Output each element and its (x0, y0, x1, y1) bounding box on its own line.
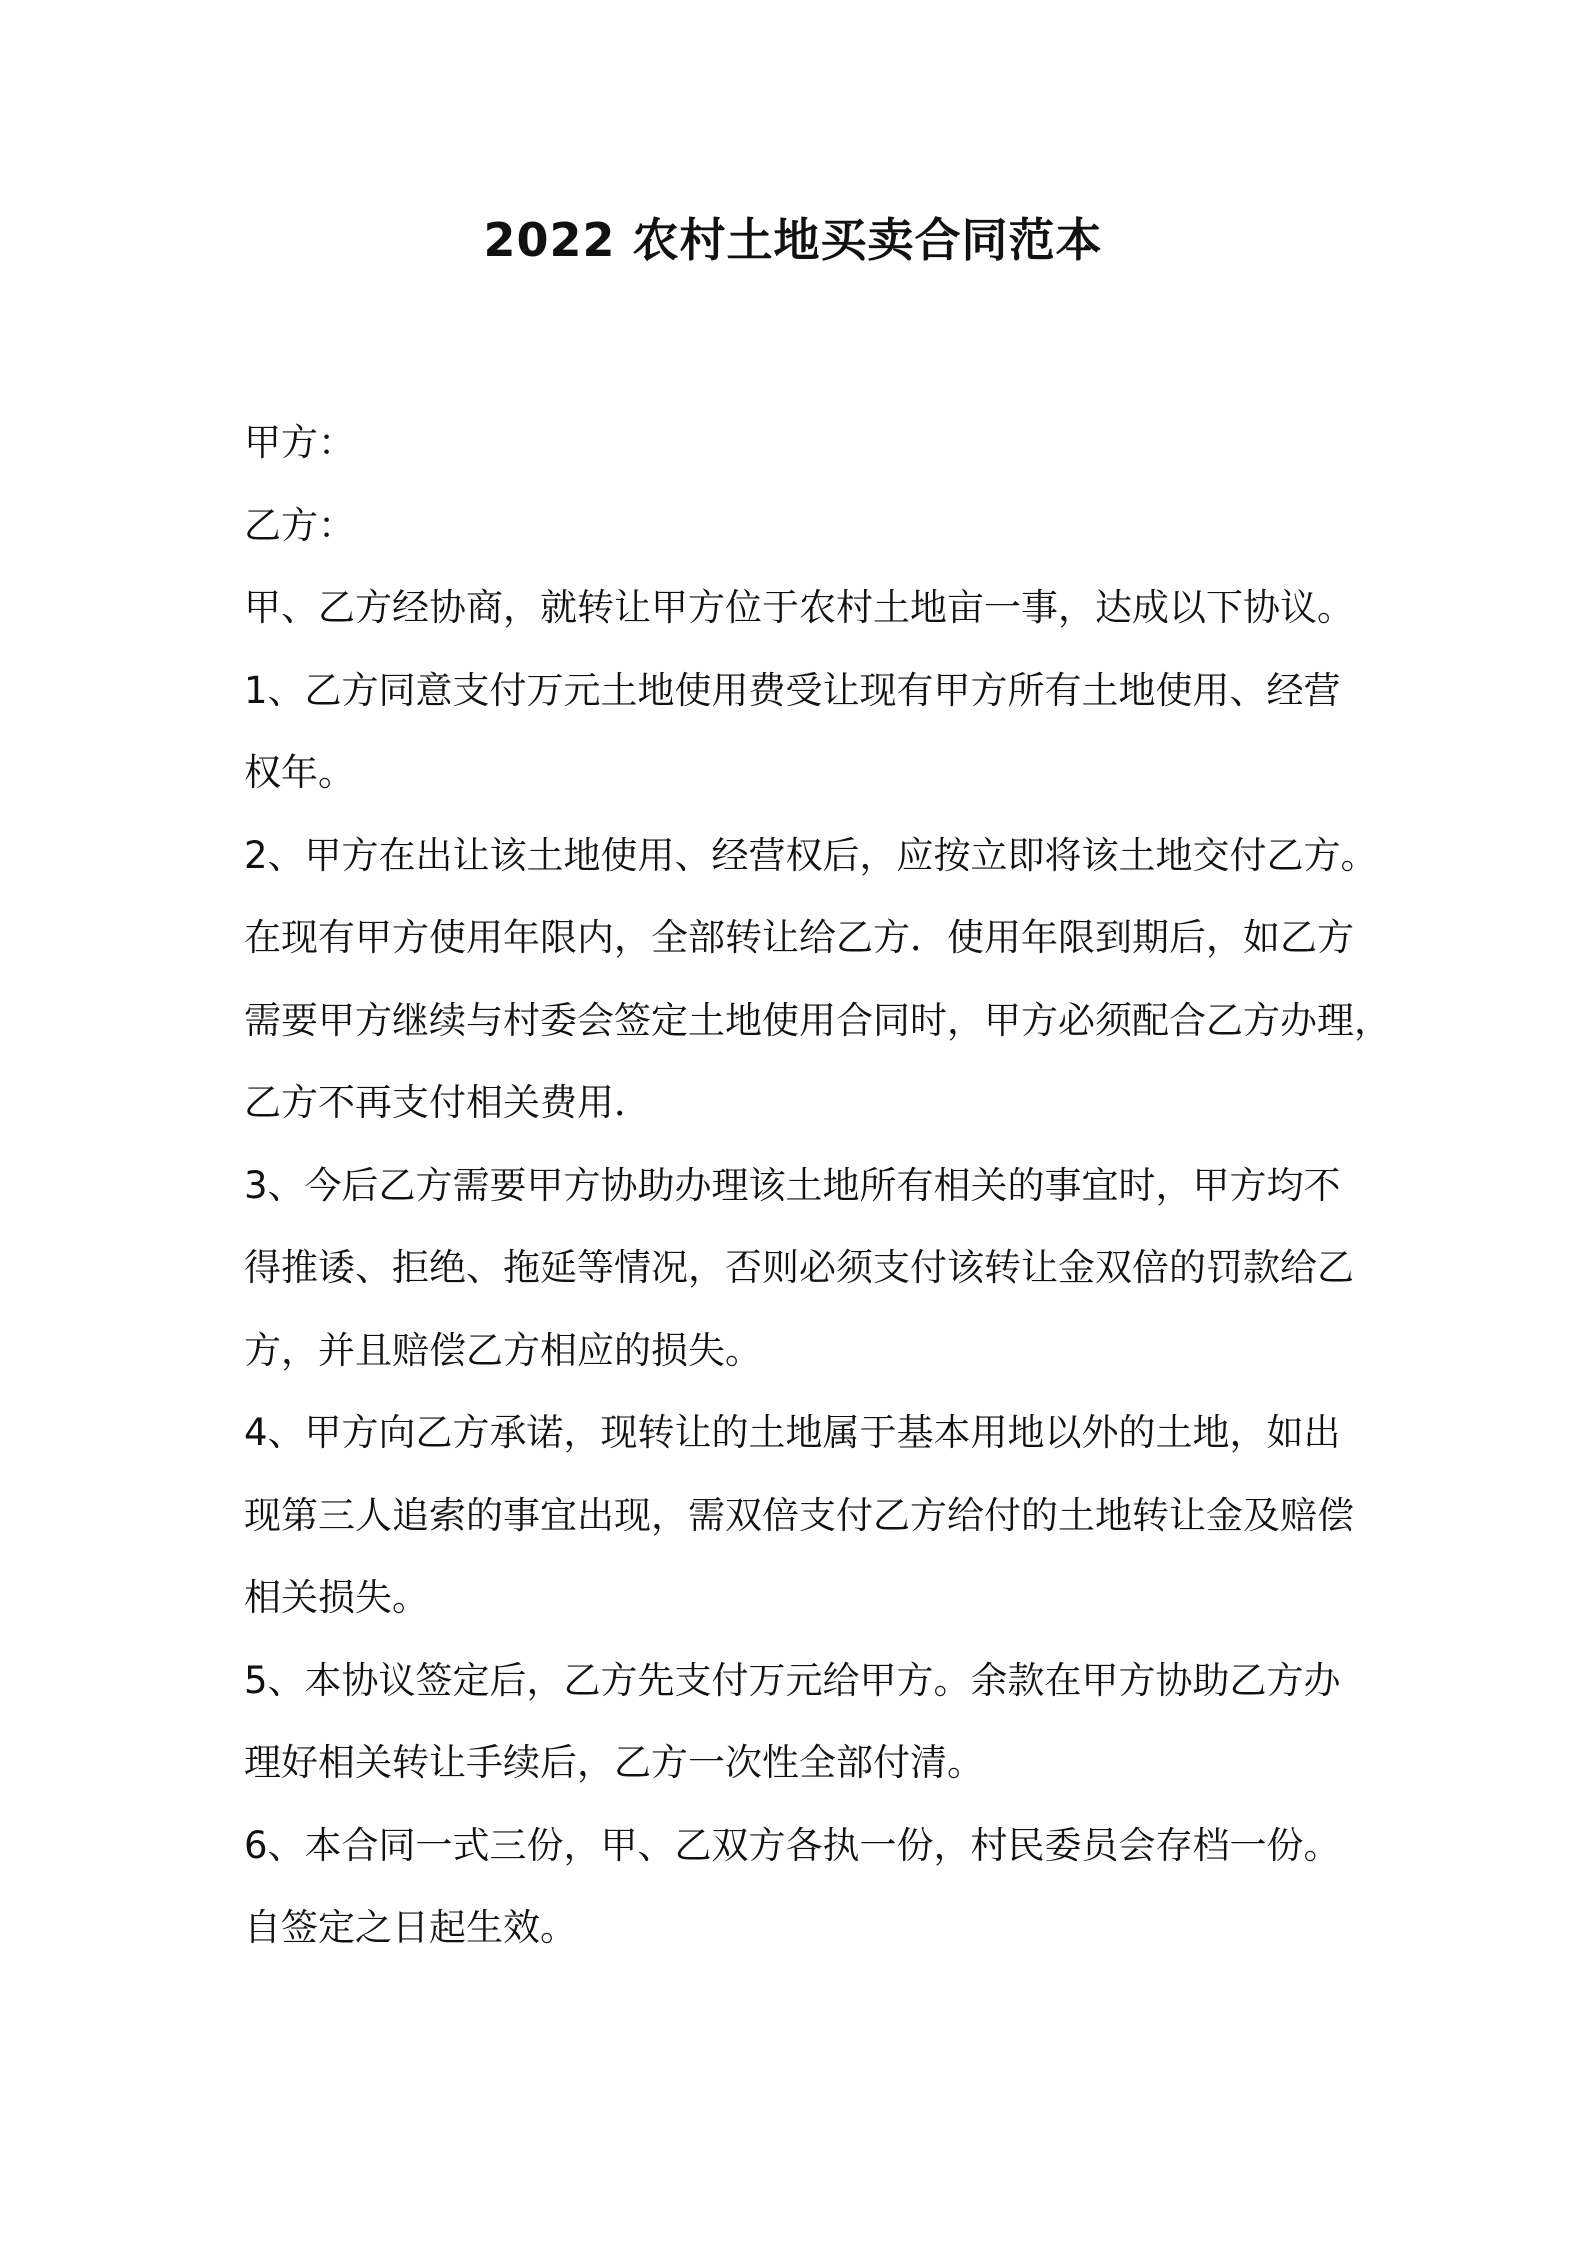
clause-4-line-1: 4、甲方向乙方承诺，现转让的土地属于基本用地以外的土地，如出 (244, 1411, 1341, 1454)
clause-5-line-1: 5、本协议签定后，乙方先支付万元给甲方。余款在甲方协助乙方办 (244, 1658, 1341, 1702)
document-body (244, 402, 1391, 1970)
clause-3-line-1: 3、今后乙方需要甲方协助办理该土地所有相关的事宜时，甲方均不 (244, 1163, 1341, 1207)
clause-4-line-2: 现第三人追索的事宜出现，需双倍支付乙方给付的土地转让金及赔偿 (244, 1493, 1354, 1537)
party-a-line: 甲方： (244, 421, 355, 464)
clause-2-line-4: 乙方不再支付相关费用． (244, 1081, 651, 1124)
clause-6-line-1: 6、本合同一式三份，甲、乙双方各执一份，村民委员会存档一份。 (244, 1823, 1341, 1867)
clause-1-line-1: 1、乙方同意支付万元土地使用费受让现有甲方所有土地使用、经营 (244, 668, 1341, 712)
clause-4-line-3: 相关损失。 (244, 1576, 429, 1619)
clause-6-line-2: 自签定之日起生效。 (244, 1906, 577, 1949)
clause-1-line-2: 权年。 (244, 751, 355, 794)
clause-2-line-1: 2、甲方在出让该土地使用、经营权后，应按立即将该土地交付乙方。 (244, 833, 1378, 877)
party-b-line: 乙方： (244, 503, 355, 547)
clause-3-line-2: 得推诿、拒绝、拖延等情况，否则必须支付该转让金双倍的罚款给乙 (244, 1246, 1354, 1289)
preamble-line: 甲、乙方经协商，就转让甲方位于农村土地亩一事，达成以下协议。 (244, 586, 1354, 629)
clause-5-line-2: 理好相关转让手续后，乙方一次性全部付清。 (244, 1741, 984, 1784)
clause-2-line-3: 需要甲方继续与村委会签定土地使用合同时，甲方必须配合乙方办理， (244, 998, 1391, 1042)
document-title: 2022 农村土地买卖合同范本 (483, 213, 1103, 267)
clause-2-line-2: 在现有甲方使用年限内，全部转让给乙方．使用年限到期后，如乙方 (244, 916, 1354, 959)
clause-3-line-3: 方，并且赔偿乙方相应的损失。 (244, 1328, 762, 1372)
